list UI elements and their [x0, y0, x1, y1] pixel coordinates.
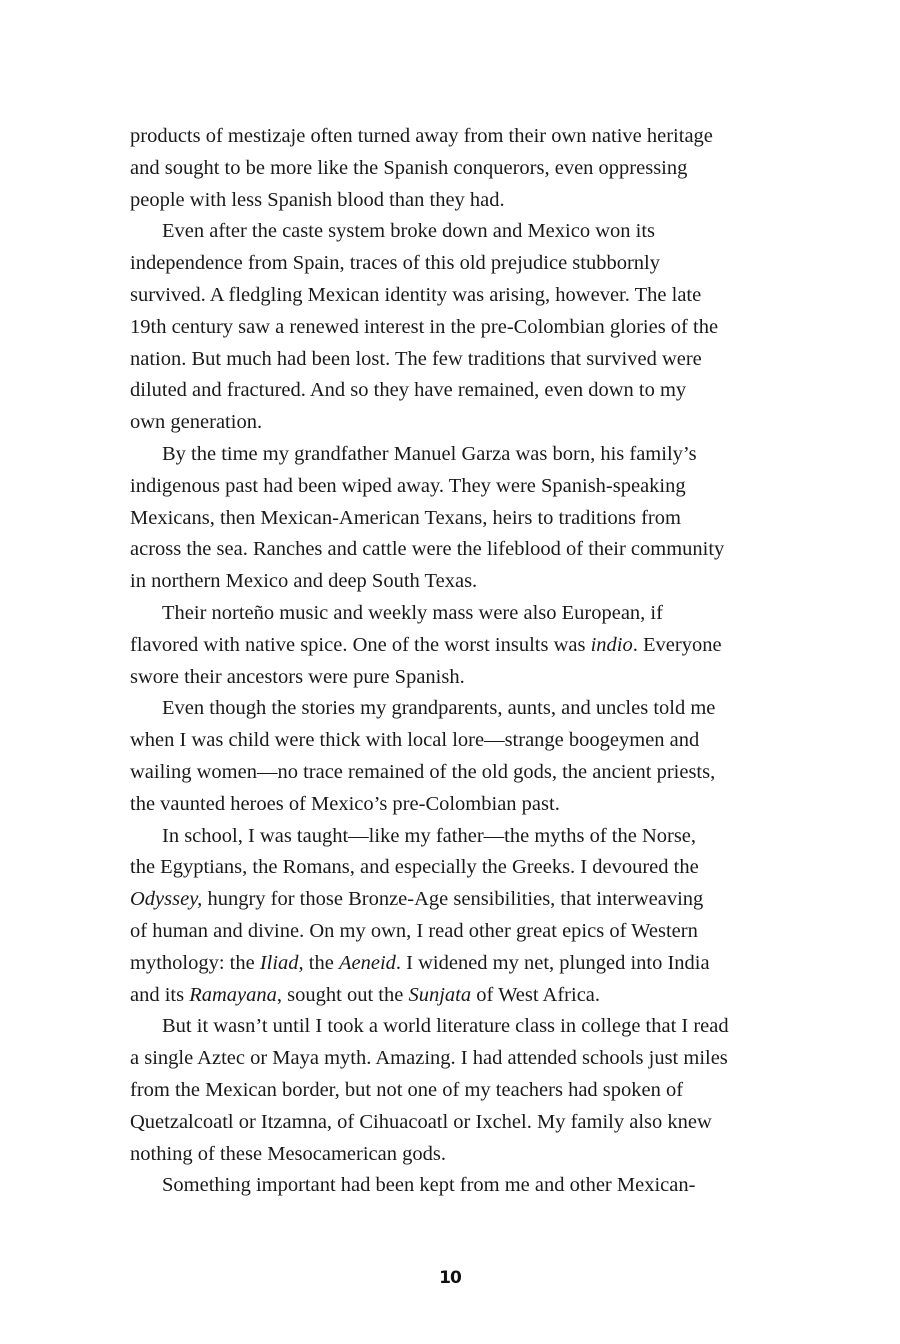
text-line: a single Aztec or Maya myth. Amazing. I had attended schools just miles [130, 1047, 728, 1070]
text-run: , sought out the [276, 983, 409, 1006]
text-line: the vaunted heroes of Mexico’s pre-Colombian past. [130, 792, 560, 815]
text-line: swore their ancestors were pure Spanish. [130, 665, 465, 688]
book-page-body [130, 121, 780, 1202]
paragraph [130, 439, 780, 598]
paragraph [130, 1011, 780, 1170]
text-line: from the Mexican border, but not one of my teachers had spoken of [130, 1078, 684, 1101]
text-run: of West Africa. [471, 983, 601, 1006]
text-line: the Egyptians, the Romans, and especially the Greeks. I devoured the [130, 856, 699, 879]
text-line: wailing women—no trace remained of the old gods, the ancient priests, [130, 760, 716, 783]
text-line [130, 980, 780, 1012]
text-line: indigenous past had been wiped away. They were Spanish-speaking [130, 474, 686, 497]
text-line: Mexicans, then Mexican-American Texans, heirs to traditions from [130, 506, 681, 529]
italic-term: indio [590, 633, 633, 656]
text-line: survived. A fledgling Mexican identity was arising, however. The late [130, 283, 702, 306]
text-run: flavored with native spice. One of the worst insults was [130, 633, 591, 656]
italic-title: Aeneid [338, 951, 396, 974]
text-line: Even after the caste system broke down and Mexico won its [162, 220, 656, 243]
text-line: and sought to be more like the Spanish conquerors, even oppressing [130, 156, 688, 179]
page-number: 10 [439, 1268, 461, 1288]
text-line: nation. But much had been lost. The few traditions that survived were [130, 347, 702, 370]
text-line: But it wasn’t until I took a world literature class in college that I read [162, 1015, 729, 1038]
text-line: Their norteño music and weekly mass were also European, if [162, 601, 663, 624]
italic-title: Odyssey, [130, 888, 203, 911]
paragraph [130, 216, 780, 439]
text-line: independence from Spain, traces of this old prejudice stubbornly [130, 252, 661, 275]
paragraph-continued [130, 121, 780, 216]
text-line [130, 884, 780, 916]
text-line: across the sea. Ranches and cattle were the lifeblood of their community [130, 538, 725, 561]
text-run: . Everyone [632, 633, 722, 656]
text-run: mythology: the [130, 951, 260, 974]
text-run: hungry for those Bronze-Age sensibilities, that interweaving [202, 888, 704, 911]
italic-title: Sunjata [408, 983, 472, 1006]
text-run: and its [130, 983, 190, 1006]
text-line: people with less Spanish blood than they had. [130, 188, 505, 211]
text-line: Quetzalcoatl or Itzamna, of Cihuacoatl or Ixchel. My family also knew [130, 1110, 712, 1133]
text-line: nothing of these Mesocamerican gods. [130, 1142, 446, 1165]
italic-title: Iliad [259, 951, 299, 974]
text-line: of human and divine. On my own, I read other great epics of Western [130, 919, 698, 942]
text-line [130, 948, 780, 980]
text-line: diluted and fractured. And so they have remained, even down to my [130, 379, 687, 402]
text-line: In school, I was taught—like my father—the myths of the Norse, [162, 824, 697, 847]
text-line: 19th century saw a renewed interest in the pre-Colombian glories of the [130, 315, 719, 338]
text-line: own generation. [130, 411, 263, 434]
text-line: Something important had been kept from me and other Mexican- [162, 1174, 696, 1197]
paragraph [130, 693, 780, 820]
text-line: when I was child were thick with local lore—strange boogeymen and [130, 729, 700, 752]
italic-title: Ramayana [189, 983, 277, 1006]
text-line [130, 630, 780, 662]
text-line: By the time my grandfather Manuel Garza was born, his family’s [162, 442, 697, 465]
text-line: in northern Mexico and deep South Texas. [130, 570, 478, 593]
text-run: , the [298, 951, 339, 974]
text-run: . I widened my net, plunged into India [395, 951, 710, 974]
text-line: Even though the stories my grandparents, aunts, and uncles told me [162, 697, 716, 720]
paragraph [130, 598, 780, 693]
text-line: products of mestizaje often turned away from their own native heritage [130, 125, 713, 147]
paragraph [130, 1170, 780, 1202]
paragraph [130, 821, 780, 1012]
